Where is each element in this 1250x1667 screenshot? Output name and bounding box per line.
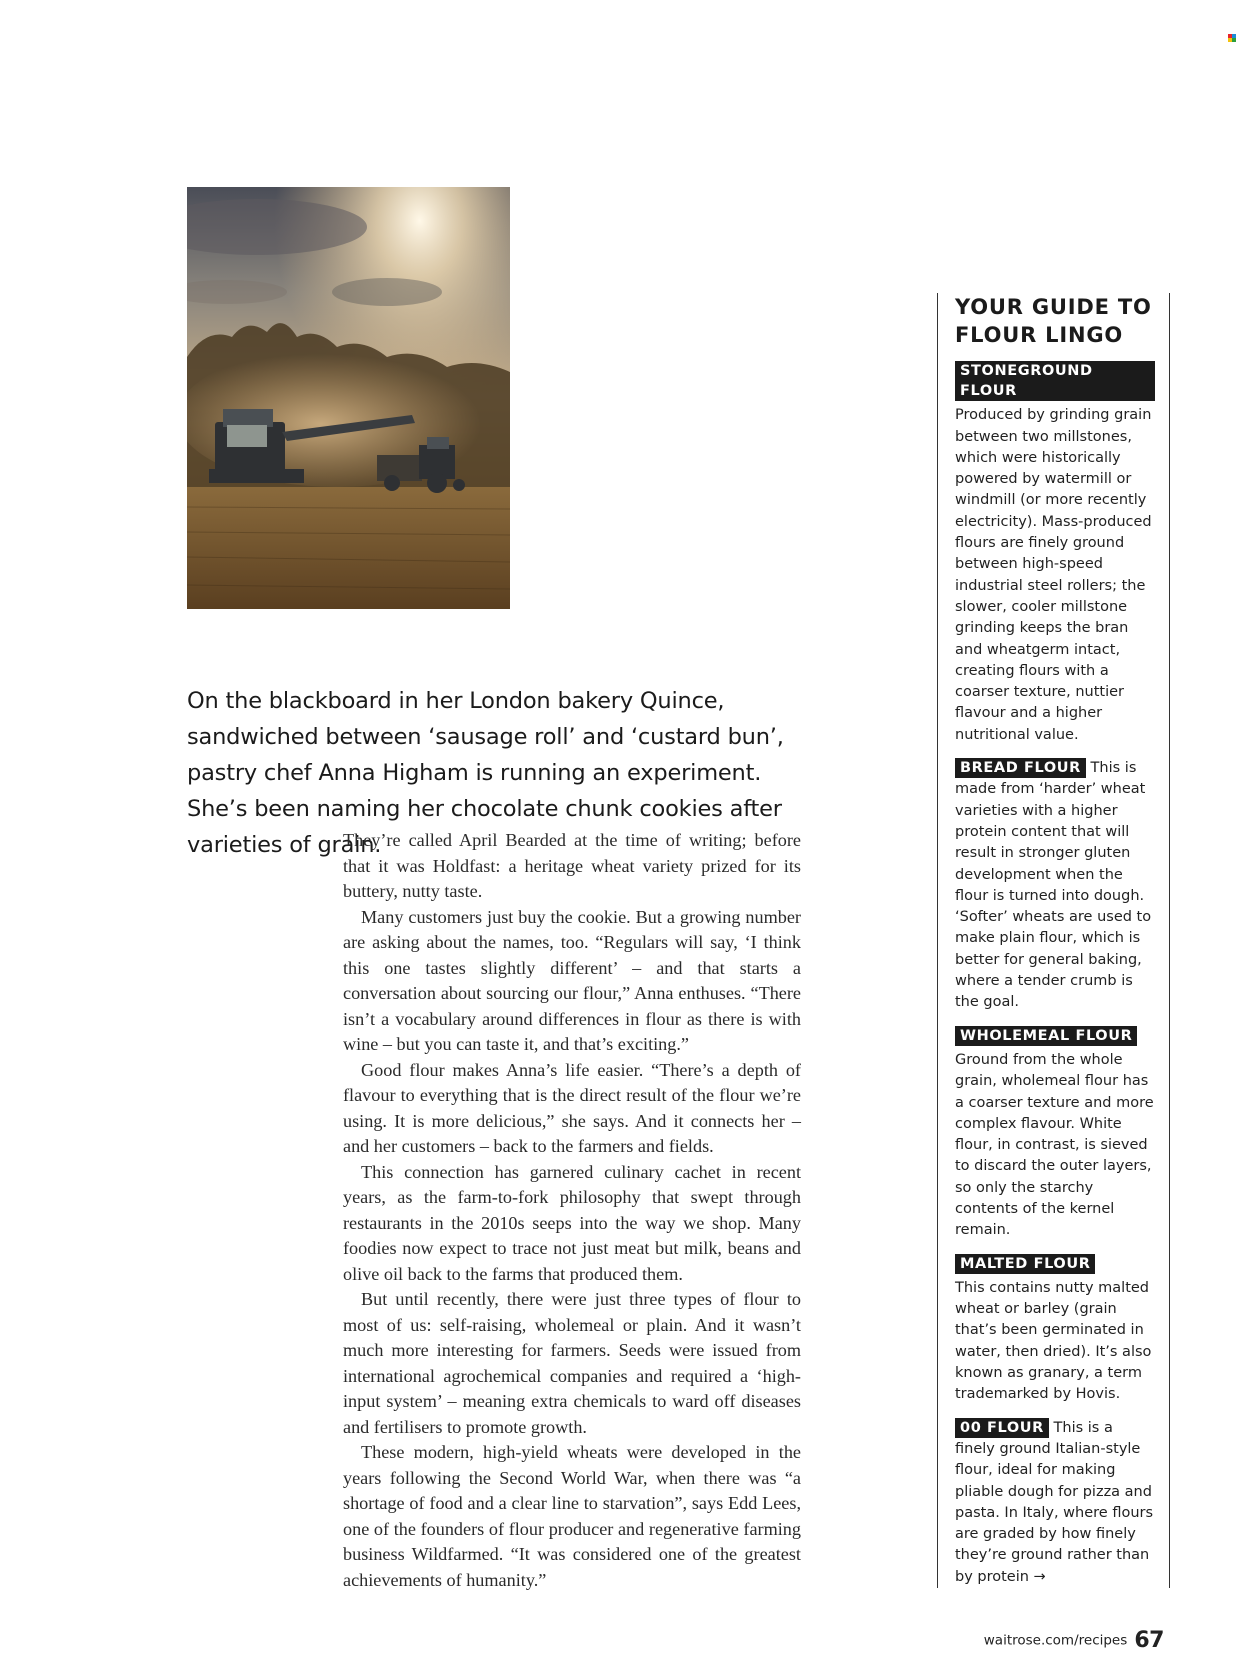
- glossary-text: Produced by grinding grain between two millstones, which were historically powered by watermill or windmill (or more recently electricity). Mass-produced flours are finely ground between high-speed industrial steel rollers; the slower, cooler millstone grinding keeps the bran and wheatgerm intact, creating flours with a coarser texture, nuttier flavour and a higher nutritional value.: [955, 407, 1152, 743]
- glossary-label: STONEGROUND FLOUR: [955, 361, 1155, 401]
- glossary-label: BREAD FLOUR: [955, 758, 1086, 778]
- body-paragraph: Many customers just buy the cookie. But a growing number are asking about the names, too. “Regulars will say, ‘I think this one tastes slightly different’ – and that starts a conversation about sourcing our flour,” Anna enthuses. “There isn’t a vocabulary around differences in flour as there is with wine – but you can taste it, and that’s exciting.”: [343, 906, 801, 1054]
- sidebar-title: [955, 293, 1155, 349]
- glossary-text: Ground from the whole grain, wholemeal flour has a coarser texture and more complex flavour. White flour, in contrast, is sieved to discard the outer layers, so only the starchy contents of the kernel remain.: [955, 1051, 1154, 1239]
- glossary-label: MALTED FLOUR: [955, 1254, 1095, 1274]
- page-number: 67: [1134, 1628, 1164, 1653]
- flour-glossary-sidebar: [937, 293, 1170, 1588]
- glossary-entry-malted: [955, 1254, 1155, 1406]
- body-paragraph: They’re called April Bearded at the time of writing; before that it was Holdfast: a heritage wheat variety prized for its buttery, nutty taste.: [343, 830, 801, 901]
- page-footer: [984, 1628, 1164, 1653]
- sidebar-title-line: FLOUR LINGO: [955, 323, 1124, 347]
- harvest-photo: [187, 187, 510, 609]
- body-paragraph: Good flour makes Anna’s life easier. “There’s a depth of flavour to everything that is the direct result of the flour we’re using. It is more delicious,” she says. And it connects her – and her customers – back to the farmers and fields.: [343, 1059, 801, 1156]
- glossary-entry-00: [955, 1418, 1155, 1588]
- intro-paragraph: On the blackboard in her London bakery Quince, sandwiched between ‘sausage roll’ and ‘custard bun’, pastry chef Anna Higham is running an experiment. She’s been naming her chocolate chunk cookies after varieties of grain.: [187, 688, 784, 858]
- article-body: [343, 828, 801, 1593]
- sidebar-title-line: YOUR GUIDE TO: [955, 295, 1152, 319]
- glossary-label: WHOLEMEAL FLOUR: [955, 1026, 1137, 1046]
- glossary-text: This is made from ‘harder’ wheat varieties with a higher protein content that will result in stronger gluten development when the flour is turned into dough. ‘Softer’ wheats are used to make plain flour, which is better for general baking, where a tender crumb is the goal.: [955, 760, 1152, 1011]
- body-paragraph: This connection has garnered culinary cachet in recent years, as the farm-to-fork philosophy that swept through restaurants in the 2010s seeps into the way we shop. Many foodies now expect to trace not just meat but milk, beans and olive oil back to the farms that produced them.: [343, 1161, 801, 1284]
- body-paragraph: These modern, high-yield wheats were developed in the years following the Second World War, when there was “a shortage of food and a clear line to starvation”, says Edd Lees, one of the founders of flour producer and regenerative farming business Wildfarmed. “It was considered one of the greatest achievements of humanity.”: [343, 1442, 801, 1590]
- body-paragraph: But until recently, there were just three types of flour to most of us: self-raising, wholemeal or plain. And it wasn’t much more interesting for farmers. Seeds were issued from international agrochemical companies and required a ‘high-input system’ – meaning extra chemicals to ward off diseases and fertilisers to promote growth.: [343, 1289, 801, 1437]
- glossary-entry-wholemeal: [955, 1026, 1155, 1242]
- glossary-entry-stoneground: [955, 361, 1155, 746]
- footer-url[interactable]: waitrose.com/recipes: [983, 1632, 1128, 1649]
- glossary-text: This contains nutty malted wheat or barley (grain that’s been germinated in water, then dried). It’s also known as granary, a term trademarked by Hovis.: [955, 1279, 1152, 1403]
- glossary-entry-bread: [955, 758, 1155, 1014]
- glossary-text: This is a finely ground Italian-style flour, ideal for making pliable dough for pizza and pasta. In Italy, where flours are graded by how finely they’re ground rather than by protein →: [955, 1419, 1154, 1585]
- glossary-label: 00 FLOUR: [955, 1418, 1049, 1438]
- print-registration-mark: [1228, 34, 1236, 42]
